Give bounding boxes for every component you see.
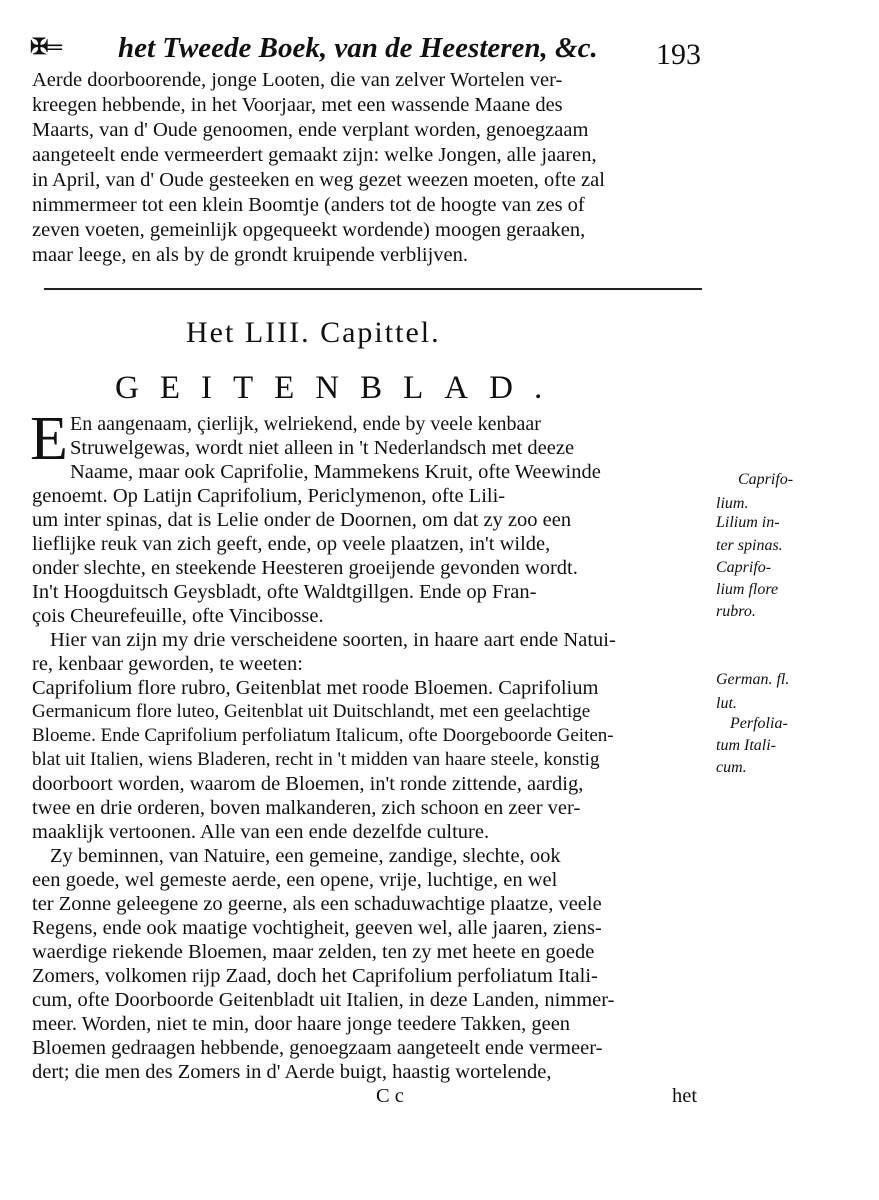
- text-line: zeven voeten, gemeinlijk opgequeekt wordende) moogen geraaken,: [32, 219, 586, 241]
- margin-note: tum Itali-: [716, 737, 776, 754]
- text-line: meer. Worden, niet te min, door haare jonge teedere Takken, geen: [32, 1013, 571, 1035]
- margin-note: lium flore: [716, 581, 779, 598]
- text-line: En aangenaam, çierlijk, welriekend, ende by veele kenbaar: [70, 413, 541, 435]
- text-line: een goede, wel gemeste aerde, een opene, vrije, luchtige, en wel: [32, 869, 558, 891]
- text-line: Zy beminnen, van Natuire, een gemeine, zandige, slechte, ook: [50, 845, 561, 867]
- margin-note: cum.: [716, 759, 747, 776]
- margin-note: Caprifo-: [738, 471, 794, 488]
- text-line: Struwelgewas, wordt niet alleen in 't Nederlandsch met deeze: [70, 437, 575, 459]
- margin-note: Caprifo-: [716, 559, 772, 576]
- text-line: Bloemen gedraagen hebbende, genoegzaam aangeteelt ende vermeer-: [32, 1037, 603, 1059]
- text-line: lieflijke reuk van zich geeft, ende, op veele plaatzen, in't wilde,: [32, 533, 551, 555]
- text-line: Caprifolium flore rubro, Geitenblat met roode Bloemen. Caprifolium: [32, 677, 599, 699]
- signature-mark: C c: [376, 1085, 404, 1107]
- margin-note: Perfolia-: [730, 715, 788, 732]
- text-line: genoemt. Op Latijn Caprifolium, Periclymenon, ofte Lili-: [32, 485, 506, 507]
- text-line: çois Cheurefeuille, ofte Vincibosse.: [32, 605, 324, 627]
- page-number: 193: [656, 38, 701, 71]
- text-line: dert; die men des Zomers in d' Aerde buigt, haastig wortelende,: [32, 1061, 552, 1083]
- text-line: kreegen hebbende, in het Voorjaar, met een wassende Maane des: [32, 94, 563, 116]
- text-line: re, kenbaar geworden, te weeten:: [32, 653, 303, 675]
- text-line: Maarts, van d' Oude genoomen, ende verplant worden, genoegzaam: [32, 119, 589, 141]
- running-header: [30, 20, 730, 70]
- text-line: maaklijk vertoonen. Alle van een ende dezelfde culture.: [32, 821, 490, 843]
- text-line: doorboort worden, waarom de Bloemen, in't ronde zittende, aardig,: [32, 773, 584, 795]
- text-line: In't Hoogduitsch Geysbladt, ofte Waldtgillgen. Ende op Fran-: [32, 581, 537, 603]
- margin-note: Lilium in-: [716, 514, 780, 531]
- text-line: waerdige riekende Bloemen, maar zelden, ten zy met heete en goede: [32, 941, 595, 963]
- header-ornament: ✠═: [30, 34, 61, 59]
- catchword: het: [672, 1085, 698, 1107]
- text-line: cum, ofte Doorboorde Geitenbladt uit Italien, in deze Landen, nimmer-: [32, 989, 615, 1011]
- section-divider: [44, 288, 702, 290]
- text-line: Regens, ende ook maatige vochtigheit, geeven wel, alle jaaren, ziens-: [32, 917, 602, 939]
- text-line: onder slechte, en steekende Heesteren groeijende gevonden wordt.: [32, 557, 578, 579]
- text-line: Zomers, volkomen rijp Zaad, doch het Caprifolium perfoliatum Itali-: [32, 965, 598, 987]
- margin-note: lium.: [716, 495, 749, 512]
- text-line: Germanicum flore luteo, Geitenblat uit Duitschlandt, met een geelachtige: [32, 701, 591, 722]
- text-line: aangeteelt ende vermeerdert gemaakt zijn: welke Jongen, alle jaaren,: [32, 144, 597, 166]
- text-line: ter Zonne geleegene zo geerne, als een schaduwachtige plaatze, veele: [32, 893, 602, 915]
- text-line: um inter spinas, dat is Lelie onder de Doornen, om dat zy zoo een: [32, 509, 572, 531]
- margin-note: rubro.: [716, 603, 756, 620]
- plant-title: GEITENBLAD.: [115, 370, 564, 406]
- text-line: nimmermeer tot een klein Boomtje (anders tot de hoogte van zes of: [32, 194, 585, 216]
- running-title: het Tweede Boek, van de Heesteren, &c.: [118, 32, 598, 64]
- drop-capital: E: [30, 405, 68, 473]
- chapter-heading: Het LIII. Capittel.: [186, 316, 441, 349]
- text-line: Naame, maar ook Caprifolie, Mammekens Kruit, ofte Weewinde: [70, 461, 601, 483]
- text-line: Bloeme. Ende Caprifolium perfoliatum Italicum, ofte Doorgeboorde Geiten-: [32, 725, 614, 746]
- text-line: in April, van d' Oude gesteeken en weg gezet weezen moeten, ofte zal: [32, 169, 605, 191]
- text-line: Aerde doorboorende, jonge Looten, die van zelver Wortelen ver-: [32, 69, 563, 91]
- margin-note: ter spinas.: [716, 537, 783, 554]
- margin-note: German. fl.: [716, 671, 790, 688]
- text-line: twee en drie orderen, boven malkanderen, zich schoon en zeer ver-: [32, 797, 581, 819]
- text-line: blat uit Italien, wiens Bladeren, recht in 't midden van haare steele, konstig: [32, 749, 600, 770]
- text-line: Hier van zijn my drie verscheidene soorten, in haare aart ende Natui-: [50, 629, 616, 651]
- text-line: maar leege, en als by de grondt kruipende verblijven.: [32, 244, 469, 266]
- margin-note: lut.: [716, 695, 737, 712]
